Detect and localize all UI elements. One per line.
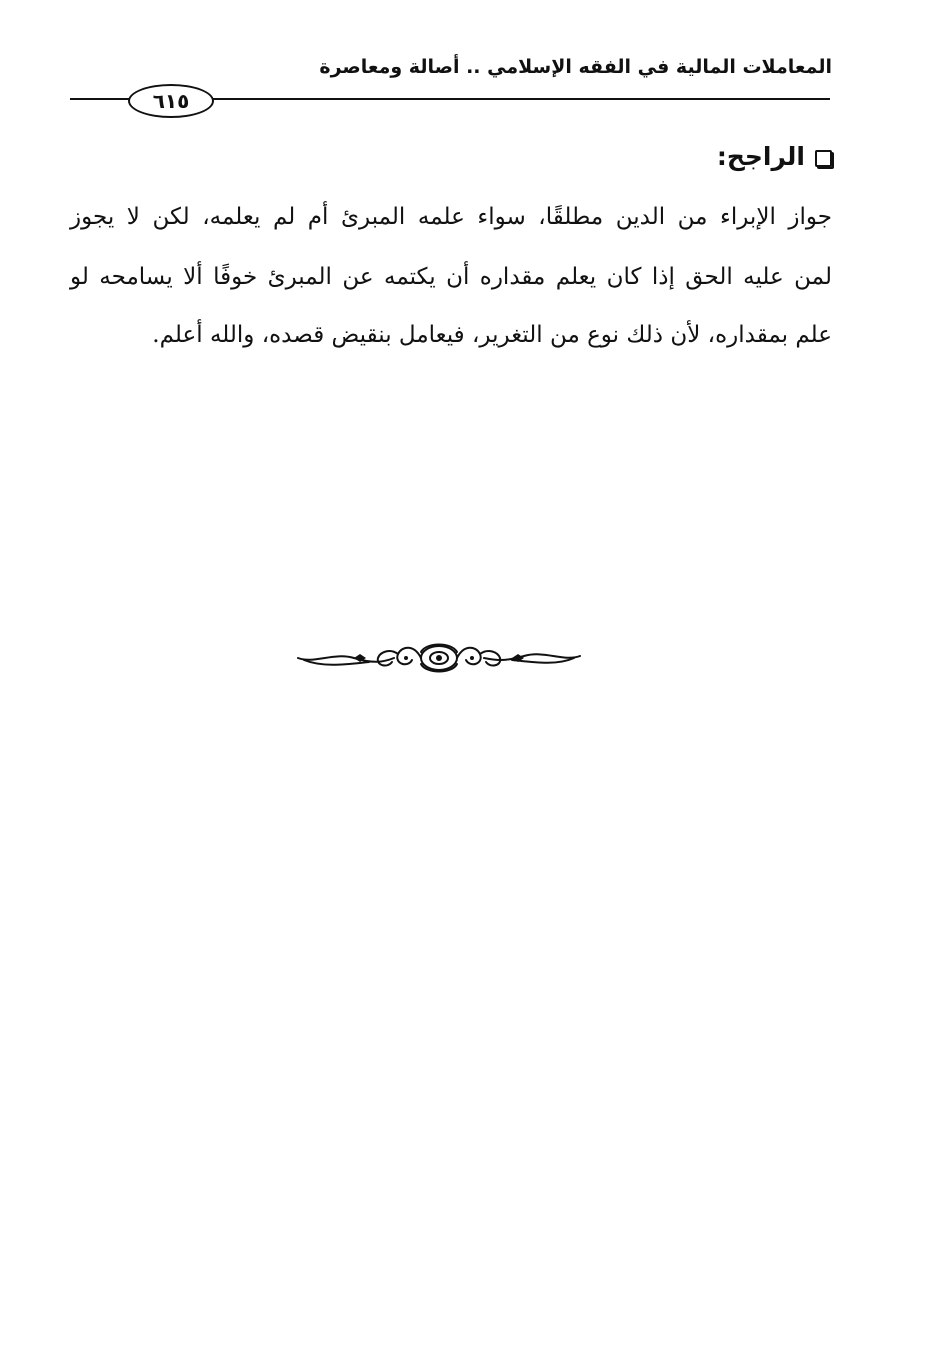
- section-heading: [717, 142, 832, 171]
- running-header-title: المعاملات المالية في الفقه الإسلامي .. أصالة ومعاصرة: [319, 56, 832, 78]
- body-line: علم بمقداره، لأن ذلك نوع من التغرير، فيعامل بنقيض قصده، والله أعلم.: [152, 322, 832, 348]
- decorative-divider-icon: [294, 638, 584, 678]
- page-number-badge: ٦١٥: [128, 84, 214, 118]
- square-bullet-icon: [815, 150, 832, 167]
- section-heading-text: الراجح:: [716, 142, 805, 171]
- body-line: لمن عليه الحق إذا كان يعلم مقداره أن يكتمه عن المبرئ خوفًا ألا يسامحه لو: [70, 264, 832, 290]
- body-line: جواز الإبراء من الدين مطلقًا، سواء علمه المبرئ أم لم يعلمه، لكن لا يجوز: [70, 204, 832, 230]
